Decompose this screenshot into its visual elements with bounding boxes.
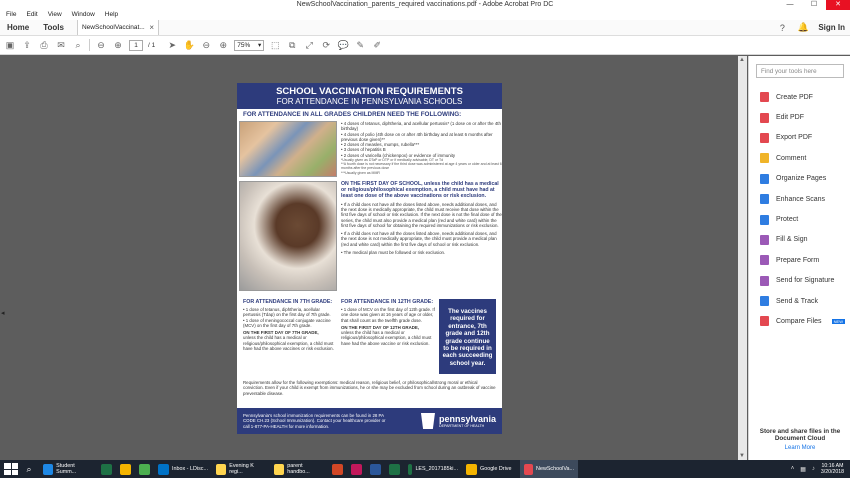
tool-icon <box>760 92 769 102</box>
zoom-level-select[interactable] <box>234 40 264 51</box>
scroll-down-icon[interactable]: ▼ <box>739 453 745 459</box>
keystone-icon <box>421 413 435 429</box>
app-icon <box>466 464 477 475</box>
taskbar-app-label: Inbox - LDisc... <box>172 466 208 472</box>
first-day-section <box>337 181 502 294</box>
app-icon <box>351 464 362 475</box>
tool-export-pdf[interactable] <box>749 128 850 148</box>
taskbar-app[interactable] <box>97 460 116 478</box>
paragraph: • The medical plan must be followed or risk exclusion. <box>341 249 446 255</box>
taskbar-app[interactable] <box>520 460 578 478</box>
volume-icon[interactable]: ♪ <box>811 466 815 472</box>
taskbar-app[interactable] <box>385 460 404 478</box>
full-screen-icon[interactable]: ⤢ <box>305 39 313 50</box>
tools-panel <box>748 56 850 460</box>
taskbar-app[interactable] <box>462 460 520 478</box>
grade12-section <box>341 299 435 374</box>
footnote: **A fourth dose is not necessary if the third dose was administered at age 4 years or older and at least 6 months after the previous dose <box>341 162 502 171</box>
app-icon <box>332 464 343 475</box>
exemptions-text: Requirements allow for the following exemptions: medical reason, religious belief, or philosophical/strong moral or ethical conviction. Even if your child is exempt from immunizations, he or she may be excluded from school during an outbreak of vaccine preventable disease. <box>243 380 496 396</box>
tool-label: Send for Signature <box>776 277 835 285</box>
tool-create-pdf[interactable] <box>749 87 850 107</box>
grade7-heading: FOR ATTENDANCE IN 7TH GRADE: <box>243 299 333 305</box>
all-grades-list <box>337 121 502 179</box>
app-icon <box>120 464 131 475</box>
pdf-page <box>237 83 502 434</box>
footnote: ***Usually given as MMR <box>341 170 380 175</box>
save-icon[interactable]: ▣ <box>5 39 15 50</box>
all-grades-heading: FOR ATTENDANCE IN ALL GRADES CHILDREN NEED THE FOLLOWING: <box>243 111 462 118</box>
pdf-footer <box>237 408 502 434</box>
list-item: • 1 dose of tetanus, diphtheria, acellular pertussis (Tdap) on the first day of 7th grade. <box>243 307 331 318</box>
vertical-scrollbar[interactable] <box>738 56 747 460</box>
app-icon <box>274 464 284 475</box>
tool-edit-pdf[interactable] <box>749 107 850 127</box>
email-icon[interactable]: ✉ <box>57 39 65 50</box>
close-tab-icon[interactable]: × <box>149 23 154 32</box>
fit-page-icon[interactable]: ⬚ <box>270 39 280 50</box>
pdf-header <box>237 83 502 109</box>
tool-icon <box>760 174 769 184</box>
pdf-subtitle: FOR ATTENDANCE IN PENNSYLVANIA SCHOOLS <box>276 97 463 106</box>
pen-icon[interactable]: ✐ <box>373 39 381 50</box>
new-badge: NEW <box>833 318 843 324</box>
minimize-button[interactable]: — <box>786 1 794 8</box>
grade7-rest: unless the child has a medical or religious/philosophical exemption, a child must have had the above vaccines or risk exclusion. <box>243 335 334 352</box>
find-tools-input[interactable]: Find your tools here <box>756 64 844 78</box>
tool-icon <box>760 296 769 306</box>
taskbar-apps <box>39 460 578 478</box>
taskbar-app[interactable] <box>347 460 366 478</box>
tool-icon <box>760 133 769 143</box>
comment-icon[interactable]: 💬 <box>337 39 349 50</box>
taskbar-app[interactable] <box>366 460 385 478</box>
select-cursor-icon[interactable]: ➤ <box>168 39 176 50</box>
logo-name: pennsylvania <box>438 414 496 424</box>
tab-home[interactable]: Home <box>7 23 30 32</box>
menu-bar <box>0 10 850 20</box>
grade7-section <box>243 299 337 374</box>
tool-label: Organize Pages <box>776 175 827 183</box>
title-bar <box>0 0 850 10</box>
tool-label: Create PDF <box>776 93 813 101</box>
app-icon <box>524 464 533 475</box>
first-day-lead: ON THE FIRST DAY OF SCHOOL, unless the child has a medical or religious/philosophical exemption, a child must have had at least one dose of the above vaccinations or risk exclusion. <box>341 181 499 200</box>
paragraph: • If a child does not have all the doses listed above, needs additional doses, and the next dose is not medically appropriate, the child must provide a medical plan (red and white card) within the first five days of school or risk exclusion. <box>341 231 497 247</box>
tab-bar <box>0 20 850 36</box>
tool-organize-pages[interactable] <box>749 169 850 189</box>
app-icon <box>408 464 412 475</box>
tab-tools[interactable]: Tools <box>43 23 64 32</box>
grade12-heading: FOR ATTENDANCE IN 12TH GRADE: <box>341 299 434 305</box>
start-button[interactable] <box>4 463 18 475</box>
app-icon <box>101 464 112 475</box>
page-number-input[interactable]: 1 <box>129 40 143 51</box>
taskbar-app-label: NewSchoolVa... <box>536 466 574 472</box>
tool-label: Prepare Form <box>776 256 820 264</box>
learn-more-link[interactable]: Learn More <box>784 445 816 451</box>
toolbar <box>0 36 850 55</box>
student-photo <box>239 181 337 291</box>
pdf-title: SCHOOL VACCINATION REQUIREMENTS <box>276 86 463 97</box>
print-icon[interactable]: ⎙ <box>40 39 48 50</box>
tool-label: Export PDF <box>776 134 813 142</box>
menu-file[interactable]: File <box>6 11 17 18</box>
highlight-icon[interactable]: ✎ <box>356 39 364 50</box>
menu-view[interactable]: View <box>47 11 62 18</box>
network-icon[interactable]: ▦ <box>800 466 806 473</box>
tool-icon <box>760 255 769 265</box>
tool-icon <box>760 276 769 286</box>
zoom-out-icon[interactable]: ⊖ <box>202 39 210 50</box>
logo-dept: DEPARTMENT OF HEALTH <box>438 424 485 428</box>
close-button[interactable]: ✕ <box>826 0 850 10</box>
taskbar-app[interactable] <box>270 460 328 478</box>
grade12-first-day: ON THE FIRST DAY OF 12TH GRADE, <box>341 324 420 330</box>
document-tab-label: NewSchoolVaccinat... <box>81 24 145 31</box>
help-icon[interactable]: ? <box>779 22 785 33</box>
app-icon <box>139 464 150 475</box>
maximize-button[interactable]: ☐ <box>810 1 818 8</box>
tool-label: Edit PDF <box>776 114 805 122</box>
scroll-up-icon[interactable]: ▲ <box>739 57 745 63</box>
zoom-in-icon[interactable]: ⊕ <box>219 39 227 50</box>
tool-icon <box>760 316 769 326</box>
list-item: • 1 dose of meningococcal conjugate vaccine (MCV) on the first day of 7th grade. <box>243 317 331 328</box>
menu-window[interactable]: Window <box>71 11 95 18</box>
tool-send-track[interactable] <box>749 291 850 311</box>
clock-time: 10:16 AM <box>821 462 844 469</box>
tool-icon <box>760 235 769 245</box>
chevron-down-icon: ▾ <box>257 41 262 49</box>
callout-box: The vaccines required for entrance, 7th grade and 12th grade continue to be required in each succeeding school year. <box>439 299 496 374</box>
grade7-first-day: ON THE FIRST DAY OF 7TH GRADE, <box>243 330 319 336</box>
footnote: *Usually given as DTaP or DTP or if medically advisable, DT or Td <box>341 158 444 163</box>
search-icon[interactable]: ⌕ <box>75 39 81 50</box>
taskbar-app[interactable] <box>328 460 347 478</box>
taskbar-app[interactable] <box>212 460 270 478</box>
app-icon <box>370 464 381 475</box>
taskbar-app-label: Google Drive <box>480 466 512 472</box>
tool-label: Protect <box>776 216 799 224</box>
upload-icon[interactable]: ⇪ <box>23 39 31 50</box>
list-item: • 2 doses of varicella (chickenpox) or evidence of immunity <box>341 152 456 158</box>
taskbar-app[interactable] <box>154 460 212 478</box>
tab-document[interactable] <box>77 20 159 35</box>
tool-enhance-scans[interactable] <box>749 189 850 209</box>
paragraph: • If a child does not have all the doses listed above, needs additional doses, and the next dose is medically appropriate, the child must receive that dose within the first five days of school or risk exclusion. If the next dose is not the final dose of the series, the child must also provide a medical plan (red and white card) within the first five days of school for obtaining the required immunizations or risk exclusion. <box>341 201 502 228</box>
tool-protect[interactable] <box>749 209 850 229</box>
tool-label: Compare Files <box>776 317 822 325</box>
tool-icon <box>760 215 769 225</box>
sign-in-link[interactable]: Sign In <box>818 23 845 32</box>
tool-label: Enhance Scans <box>776 195 826 203</box>
taskbar-app-label: Student Summ... <box>56 463 77 475</box>
taskbar-app[interactable] <box>116 460 135 478</box>
clock[interactable] <box>821 463 844 475</box>
window-title: NewSchoolVaccination_parents_required vaccinations.pdf - Adobe Acrobat Pro DC <box>296 1 554 8</box>
pa-health-logo <box>421 413 496 429</box>
app-icon <box>216 464 226 475</box>
taskbar <box>0 460 850 478</box>
toolbar-divider <box>89 39 90 51</box>
notifications-icon[interactable]: 🔔 <box>797 22 809 32</box>
taskbar-app-label: parent handbo... <box>287 463 310 475</box>
tool-icon <box>760 113 769 123</box>
tool-label: Fill & Sign <box>776 236 808 244</box>
collapse-left-icon[interactable]: ◂ <box>1 310 5 317</box>
search-icon[interactable]: ⌕ <box>26 464 32 474</box>
page-count: / 1 <box>148 41 156 49</box>
hand-tool-icon[interactable]: ✋ <box>183 39 195 50</box>
menu-edit[interactable]: Edit <box>26 11 38 18</box>
list-item: • 4 doses of tetanus, diphtheria, and acellular pertussis* (1 dose on or after the 4th birthday) <box>341 121 501 132</box>
tool-label: Comment <box>776 154 807 162</box>
taskbar-app[interactable] <box>135 460 154 478</box>
tool-icon <box>760 153 769 163</box>
system-tray <box>791 463 850 475</box>
scrolling-mode-icon[interactable]: ⧉ <box>289 39 296 50</box>
tool-compare-files[interactable] <box>749 311 850 331</box>
app-icon <box>389 464 400 475</box>
list-item: • 2 doses of measles, mumps, rubella*** <box>341 142 420 148</box>
list-item: • 4 doses of polio (4th dose on or after 4th birthday and at least 6 months after previous dose given)** <box>341 131 493 142</box>
grade12-rest: unless the child has a medical or religious/philosophical exemption, a child must have had the above vaccine or risk exclusion. <box>341 330 432 346</box>
tool-prepare-form[interactable] <box>749 250 850 270</box>
tool-comment[interactable] <box>749 148 850 168</box>
children-photo <box>239 121 337 177</box>
clock-date: 3/20/2018 <box>820 469 844 475</box>
tool-send-for-signature[interactable] <box>749 271 850 291</box>
tool-icon <box>760 194 769 204</box>
tools-list <box>749 87 850 332</box>
footer-text: Pennsylvania's school immunization requirements can be found in 28 PA CODE CH.23 (School Immunization). Contact your healthcare provider or call 1-877-PA-HEALTH for more information. <box>243 412 386 429</box>
window-controls <box>778 0 850 10</box>
taskbar-app-label: LES_2017185ki... <box>415 466 458 472</box>
menu-help[interactable]: Help <box>104 11 119 18</box>
list-item: • 1 dose of MCV on the first day of 12th grade. If one dose was given at 16 years of age or older, that shall count as the twelfth grade dose. <box>341 307 435 323</box>
rotate-icon[interactable]: ⟳ <box>322 39 330 50</box>
taskbar-app[interactable] <box>39 460 97 478</box>
next-page-icon[interactable]: ⊕ <box>114 39 122 50</box>
tray-up-arrow-icon[interactable]: ˄ <box>790 466 795 472</box>
list-item: • 3 doses of hepatitis B <box>341 147 386 153</box>
app-icon <box>43 464 53 475</box>
zoom-value: 75% <box>237 41 251 49</box>
taskbar-app-label: Evening K regi... <box>229 463 254 475</box>
tool-label: Send & Track <box>776 297 819 305</box>
app-icon <box>158 464 169 475</box>
document-cloud-text: Store and share files in the Document Cloud <box>759 428 841 442</box>
taskbar-app[interactable] <box>404 460 462 478</box>
previous-page-icon[interactable]: ⊖ <box>97 39 105 50</box>
tool-fill-sign[interactable] <box>749 230 850 250</box>
